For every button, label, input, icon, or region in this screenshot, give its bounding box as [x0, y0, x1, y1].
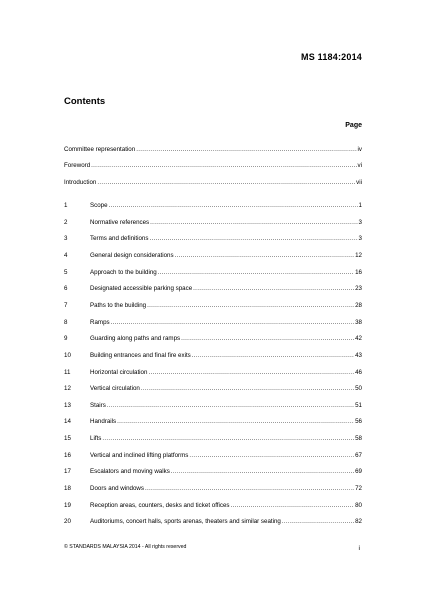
toc-clause-number: 14 — [64, 418, 71, 425]
toc-clause-number: 20 — [64, 518, 71, 525]
toc-entry-page: iv — [357, 146, 362, 153]
toc-entry-page: 3 — [358, 219, 362, 226]
toc-clause-item[interactable] — [90, 202, 362, 210]
toc-entry-label: Horizontal circulation — [90, 369, 148, 376]
leader-dots — [158, 269, 354, 277]
page-number: i — [358, 545, 360, 552]
toc-clause-number: 1 — [64, 202, 68, 209]
toc-entry-page: 12 — [355, 252, 362, 259]
toc-entry-page: 16 — [355, 269, 362, 276]
leader-dots — [102, 435, 354, 443]
toc-clause-number: 17 — [64, 468, 71, 475]
toc-entry-page: 23 — [355, 285, 362, 292]
toc-clause-number: 13 — [64, 402, 71, 409]
toc-entry-label: General design considerations — [90, 252, 174, 259]
toc-clause-item[interactable] — [90, 319, 362, 327]
leader-dots — [145, 485, 354, 493]
leader-dots — [107, 402, 354, 410]
toc-clause-number: 2 — [64, 219, 68, 226]
toc-entry-page: 80 — [355, 502, 362, 509]
leader-dots — [189, 452, 354, 460]
toc-clause-item[interactable] — [90, 402, 362, 410]
toc-clause-number: 7 — [64, 302, 68, 309]
toc-front-matter-item[interactable] — [64, 162, 362, 170]
toc-entry-label: Doors and windows — [90, 485, 144, 492]
leader-dots — [192, 352, 354, 360]
toc-entry-label: Foreword — [64, 162, 91, 169]
toc-clause-item[interactable] — [90, 335, 362, 343]
toc-clause-number: 9 — [64, 335, 68, 342]
toc-entry-page: 51 — [355, 402, 362, 409]
toc-entry-page: 82 — [355, 518, 362, 525]
toc-entry-label: Handrails — [90, 418, 117, 425]
toc-entry-page: 50 — [355, 385, 362, 392]
toc-clause-item[interactable] — [90, 452, 362, 460]
toc-entry-page: vii — [356, 179, 362, 186]
toc-entry-label: Escalators and moving walks — [90, 468, 170, 475]
contents-title: Contents — [64, 96, 106, 107]
toc-entry-page: 38 — [355, 319, 362, 326]
leader-dots — [171, 468, 354, 476]
toc-clause-number: 10 — [64, 352, 71, 359]
toc-clause-item[interactable] — [90, 485, 362, 493]
toc-clause-item[interactable] — [90, 219, 362, 227]
toc-clause-item[interactable] — [90, 502, 362, 510]
toc-clause-item[interactable] — [90, 235, 362, 243]
toc-clause-number: 16 — [64, 452, 71, 459]
toc-clause-item[interactable] — [90, 352, 362, 360]
leader-dots — [97, 179, 355, 187]
toc-entry-label: Ramps — [90, 319, 110, 326]
toc-entry-label: Committee representation — [64, 146, 136, 153]
toc-clause-number: 12 — [64, 385, 71, 392]
toc-entry-label: Approach to the building — [90, 269, 157, 276]
toc-entry-page: 46 — [355, 369, 362, 376]
toc-entry-label: Guarding along paths and ramps — [90, 335, 181, 342]
leader-dots — [175, 252, 355, 260]
toc-entry-page: 69 — [355, 468, 362, 475]
toc-clause-number: 11 — [64, 369, 71, 376]
leader-dots — [149, 235, 357, 243]
toc-entry-label: Scope — [90, 202, 108, 209]
toc-entry-label: Vertical circulation — [90, 385, 140, 392]
toc-entry-label: Lifts — [90, 435, 102, 442]
toc-clause-item[interactable] — [90, 435, 362, 443]
toc-entry-label: Paths to the building — [90, 302, 147, 309]
leader-dots — [109, 202, 358, 210]
leader-dots — [147, 302, 354, 310]
toc-entry-label: Normative references — [90, 219, 150, 226]
toc-clause-number: 8 — [64, 319, 68, 326]
toc-clause-item[interactable] — [90, 385, 362, 393]
toc-clause-item[interactable] — [90, 252, 362, 260]
toc-clause-number: 4 — [64, 252, 68, 259]
toc-entry-page: 3 — [358, 235, 362, 242]
toc-entry-label: Building entrances and final fire exits — [90, 352, 191, 359]
toc-entry-label: Introduction — [64, 179, 97, 186]
leader-dots — [148, 369, 354, 377]
toc-entry-page: 28 — [355, 302, 362, 309]
toc-entry-label: Auditoriums, concert halls, sports arenas, theaters and similar seating — [90, 518, 281, 525]
toc-clause-item[interactable] — [90, 369, 362, 377]
toc-front-matter-item[interactable] — [64, 146, 362, 154]
toc-entry-label: Terms and definitions — [90, 235, 149, 242]
copyright-notice: © STANDARDS MALAYSIA 2014 - All rights reserved — [64, 544, 187, 550]
toc-front-matter-item[interactable] — [64, 179, 362, 187]
leader-dots — [111, 319, 355, 327]
leader-dots — [231, 502, 355, 510]
leader-dots — [150, 219, 357, 227]
toc-clause-item[interactable] — [90, 468, 362, 476]
toc-clause-number: 6 — [64, 285, 68, 292]
leader-dots — [282, 518, 354, 526]
toc-clause-number: 3 — [64, 235, 68, 242]
toc-clause-number: 18 — [64, 485, 71, 492]
toc-entry-page: 43 — [355, 352, 362, 359]
toc-entry-page: 58 — [355, 435, 362, 442]
toc-entry-page: 56 — [355, 418, 362, 425]
leader-dots — [117, 418, 354, 426]
toc-entry-label: Vertical and inclined lifting platforms — [90, 452, 189, 459]
leader-dots — [193, 285, 354, 293]
toc-entry-label: Reception areas, counters, desks and ticket offices — [90, 502, 230, 509]
toc-clause-item[interactable] — [90, 518, 362, 526]
toc-entry-page: vi — [357, 162, 362, 169]
toc-clause-number: 19 — [64, 502, 71, 509]
toc-clause-item[interactable] — [90, 269, 362, 277]
toc-entry-label: Designated accessible parking space — [90, 285, 193, 292]
leader-dots — [136, 146, 356, 154]
toc-clause-item[interactable] — [90, 285, 362, 293]
toc-entry-page: 72 — [355, 485, 362, 492]
document-id: MS 1184:2014 — [301, 52, 362, 62]
toc-clause-item[interactable] — [90, 302, 362, 310]
leader-dots — [91, 162, 356, 170]
leader-dots — [141, 385, 354, 393]
leader-dots — [181, 335, 354, 343]
toc-entry-label: Stairs — [90, 402, 106, 409]
toc-entry-page: 67 — [355, 452, 362, 459]
toc-clause-item[interactable] — [90, 418, 362, 426]
page-column-heading: Page — [345, 122, 362, 129]
toc-entry-page: 1 — [358, 202, 362, 209]
toc-clause-number: 5 — [64, 269, 68, 276]
toc-clause-number: 15 — [64, 435, 71, 442]
toc-entry-page: 42 — [355, 335, 362, 342]
